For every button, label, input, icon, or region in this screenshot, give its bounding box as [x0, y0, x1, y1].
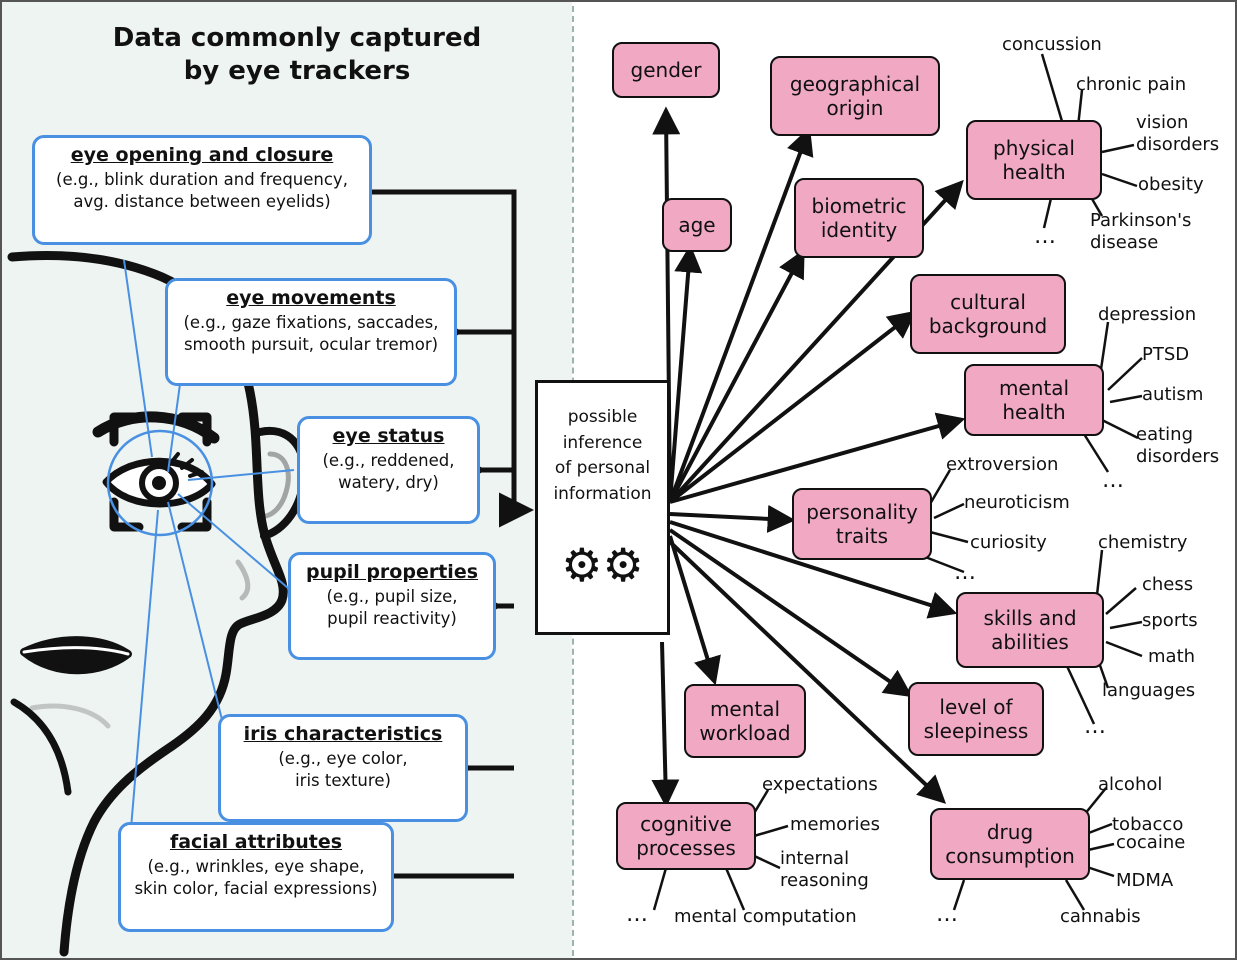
leaf-vision-disorders: vision disorders: [1136, 112, 1220, 155]
leaf-cognitive-ellipsis: …: [626, 902, 650, 927]
inference-age[interactable]: [662, 198, 732, 252]
inference-physical-health[interactable]: [966, 120, 1102, 200]
gears-icon: ⚙⚙: [561, 538, 644, 592]
leaf-internal-reasoning: internal reasoning: [780, 848, 869, 891]
data-box-detail-line2: watery, dry): [338, 473, 439, 493]
inference-label: age: [678, 213, 716, 237]
inference-label-line2: processes: [636, 836, 736, 860]
data-box-detail-line2: smooth pursuit, ocular tremor): [183, 335, 439, 355]
data-box-eye-opening-and-closure[interactable]: [32, 135, 372, 245]
leaf-ptsd: PTSD: [1142, 344, 1190, 365]
leaf-mdma: MDMA: [1116, 870, 1174, 891]
data-box-detail-line1: (e.g., blink duration and frequency,: [56, 169, 348, 189]
leaf-obesity: obesity: [1138, 174, 1204, 195]
inference-mental-health[interactable]: [964, 364, 1104, 436]
inference-label-line1: physical: [993, 136, 1075, 160]
data-box-detail-line1: (e.g., eye color,: [278, 748, 408, 768]
inference-label-line2: health: [1002, 160, 1066, 184]
data-box-heading: iris characteristics: [243, 723, 443, 745]
inference-label-line2: abilities: [991, 630, 1069, 654]
leaf-curiosity: curiosity: [970, 532, 1047, 553]
inference-label-line2: traits: [835, 524, 889, 548]
data-box-detail-line1: (e.g., gaze fixations, saccades,: [183, 312, 439, 332]
inference-label-line2: origin: [826, 96, 884, 120]
inference-geographical-origin[interactable]: [770, 56, 940, 136]
inference-label-line1: mental: [709, 697, 781, 721]
data-box-detail-line1: (e.g., pupil size,: [326, 586, 458, 606]
inference-drug-consumption[interactable]: [930, 808, 1090, 880]
data-box-heading: facial attributes: [169, 831, 343, 853]
inference-label-line2: sleepiness: [923, 719, 1029, 743]
inference-label-line2: health: [1002, 400, 1066, 424]
data-box-detail-line1: (e.g., reddened,: [322, 450, 455, 470]
leaf-sports: sports: [1142, 610, 1198, 631]
inference-label: gender: [630, 58, 702, 82]
leaf-autism: autism: [1142, 384, 1204, 405]
inference-label-line1: level of: [939, 695, 1013, 719]
leaf-mental-health-ellipsis: …: [1102, 468, 1126, 493]
data-box-eye-status[interactable]: [297, 416, 480, 524]
leaf-chess: chess: [1142, 574, 1194, 595]
inference-label-line1: personality: [806, 500, 918, 524]
leaf-languages: languages: [1102, 680, 1196, 701]
leaf-expectations: expectations: [762, 774, 878, 795]
inference-biometric-identity[interactable]: [794, 178, 924, 258]
data-box-heading: eye opening and closure: [70, 144, 334, 166]
leaf-parkinsons-disease: Parkinson's disease: [1090, 210, 1192, 253]
leaf-eating-disorders: eating disorders: [1136, 424, 1220, 467]
leaf-extroversion: extroversion: [946, 454, 1059, 475]
leaf-tobacco: tobacco: [1112, 814, 1184, 835]
data-box-detail-line2: pupil reactivity): [327, 609, 457, 629]
leaf-skills-ellipsis: …: [1084, 714, 1108, 739]
leaf-cannabis: cannabis: [1060, 906, 1141, 927]
center-line2: inference: [562, 432, 643, 453]
data-box-heading: pupil properties: [305, 561, 479, 583]
leaf-drug-ellipsis: …: [936, 902, 960, 927]
data-box-iris-characteristics[interactable]: [218, 714, 468, 822]
leaf-concussion: concussion: [1002, 34, 1102, 55]
leaf-cocaine: cocaine: [1116, 832, 1186, 853]
leaf-personality-ellipsis: …: [954, 560, 978, 585]
inference-cultural-background[interactable]: [910, 274, 1066, 354]
center-line3: of personal: [554, 458, 651, 478]
inference-level-of-sleepiness[interactable]: [908, 682, 1044, 756]
leaf-neuroticism: neuroticism: [964, 492, 1070, 513]
data-box-heading: eye movements: [226, 287, 396, 309]
inference-label-line2: consumption: [945, 844, 1075, 868]
panel-title-line2: by eye trackers: [183, 55, 411, 86]
data-box-heading: eye status: [332, 425, 445, 447]
panel-title-line1: Data commonly captured: [112, 23, 482, 53]
inference-label-line2: identity: [820, 218, 898, 242]
data-box-detail-line2: avg. distance between eyelids): [73, 192, 331, 212]
inference-label-line1: drug: [986, 820, 1034, 844]
leaf-physical-health-ellipsis: …: [1034, 224, 1058, 249]
center-line1: possible: [567, 407, 638, 427]
leaf-memories: memories: [790, 814, 881, 835]
data-box-facial-attributes[interactable]: [118, 822, 394, 932]
data-box-detail-line2: iris texture): [295, 771, 391, 791]
inference-personality-traits[interactable]: [792, 488, 932, 560]
inference-label-line1: mental: [998, 376, 1070, 400]
inference-skills-and-abilities[interactable]: [956, 592, 1104, 668]
data-box-eye-movements[interactable]: [165, 278, 457, 386]
leaf-mental-computation: mental computation: [674, 906, 857, 927]
inference-label-line1: geographical: [789, 72, 921, 96]
inference-label-line1: cognitive: [640, 812, 732, 836]
data-box-pupil-properties[interactable]: [288, 552, 496, 660]
inference-label-line1: cultural: [950, 290, 1026, 314]
inference-label-line1: skills and: [983, 606, 1077, 630]
panel-title: [62, 22, 532, 87]
inference-label-line1: biometric: [811, 194, 907, 218]
inference-gender[interactable]: [612, 42, 720, 98]
leaf-alcohol: alcohol: [1098, 774, 1163, 795]
leaf-chemistry: chemistry: [1098, 532, 1188, 553]
data-box-detail-line2: skin color, facial expressions): [134, 879, 378, 899]
inference-engine-box[interactable]: [535, 380, 670, 635]
center-line4: information: [553, 483, 652, 504]
inference-label-line2: workload: [699, 721, 791, 745]
leaf-chronic-pain: chronic pain: [1076, 74, 1187, 95]
leaf-depression: depression: [1098, 304, 1197, 325]
leaf-math: math: [1148, 646, 1196, 667]
inference-label-line2: background: [928, 314, 1048, 338]
data-box-detail-line1: (e.g., wrinkles, eye shape,: [147, 856, 365, 876]
inference-cognitive-processes[interactable]: [616, 802, 756, 870]
inference-mental-workload[interactable]: [684, 684, 806, 758]
